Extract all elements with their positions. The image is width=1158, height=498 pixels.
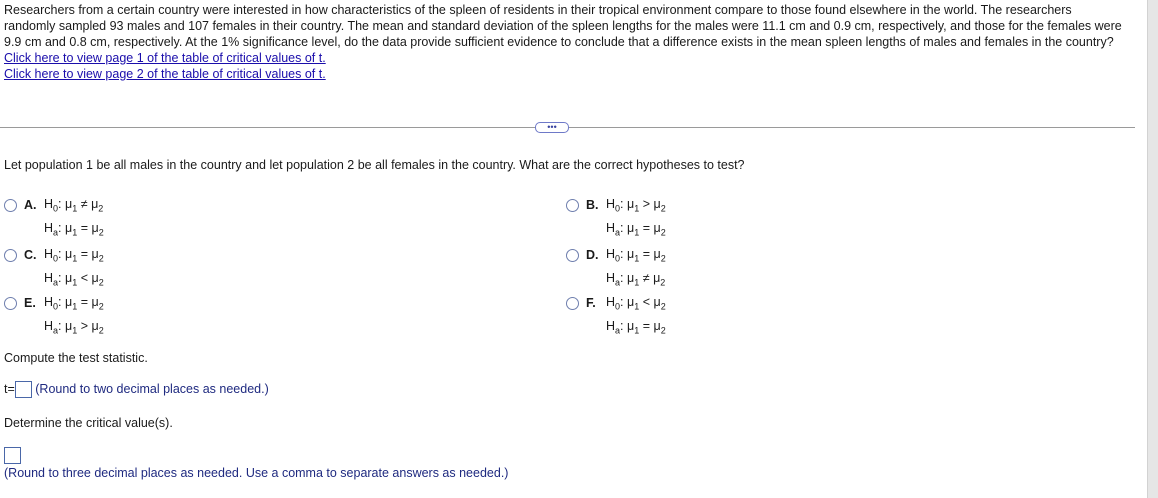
choice-C-letter: C. xyxy=(24,248,37,262)
choice-F-hypotheses xyxy=(606,293,666,340)
choice-E[interactable] xyxy=(4,296,104,340)
t-answer-input[interactable] xyxy=(15,381,32,398)
expand-more-button[interactable]: ••• xyxy=(535,122,569,133)
choice-A-hypotheses xyxy=(44,195,104,242)
choice-F-letter: F. xyxy=(586,296,596,310)
choice-D[interactable] xyxy=(566,248,666,292)
null-hypothesis: $H_0$: $\mu_1 \ne \mu_2$ xyxy=(44,197,104,214)
null-hypothesis: $H_0$: $\mu_1 = \mu_2$ xyxy=(44,295,104,312)
choice-A-letter: A. xyxy=(24,198,37,212)
choice-B-letter: B. xyxy=(586,198,599,212)
null-hypothesis: $H_0$: $\mu_1 > \mu_2$ xyxy=(606,197,666,214)
test-statistic-prompt: Compute the test statistic. xyxy=(4,351,148,365)
vertical-scrollbar[interactable] xyxy=(1147,0,1158,498)
choice-E-radio[interactable] xyxy=(4,297,17,310)
t-rounding-note: (Round to two decimal places as needed.) xyxy=(35,381,269,396)
alternative-hypothesis: $H_a$: $\mu_1 < \mu_2$ xyxy=(44,270,104,287)
critical-value-row xyxy=(4,447,21,464)
choice-E-letter: E. xyxy=(24,296,36,310)
choice-E-hypotheses xyxy=(44,293,104,340)
choice-D-letter: D. xyxy=(586,248,599,262)
alternative-hypothesis: $H_a$: $\mu_1 = \mu_2$ xyxy=(606,220,666,237)
choice-C[interactable] xyxy=(4,248,104,292)
choice-F-radio[interactable] xyxy=(566,297,579,310)
choice-B-radio[interactable] xyxy=(566,199,579,212)
alternative-hypothesis: $H_a$: $\mu_1 = \mu_2$ xyxy=(44,220,104,237)
critical-rounding-note: (Round to three decimal places as needed. Use a comma to separate answers as needed.) xyxy=(4,466,509,480)
null-hypothesis: $H_0$: $\mu_1 = \mu_2$ xyxy=(44,247,104,264)
test-statistic-row xyxy=(4,381,269,398)
choice-B[interactable] xyxy=(566,198,666,242)
choice-C-hypotheses xyxy=(44,245,104,292)
t-label: t= xyxy=(4,381,15,396)
hypotheses-question: Let population 1 be all males in the country and let population 2 be all females in the country. What are the correct hypotheses to test? xyxy=(4,158,745,172)
alternative-hypothesis: $H_a$: $\mu_1 > \mu_2$ xyxy=(44,318,104,335)
choice-D-radio[interactable] xyxy=(566,249,579,262)
problem-text: Researchers from a certain country were interested in how characteristics of the spleen of residents in their tropical environment compare to those found elsewhere in the world. The researchers randomly sampled 93 males and 107 females in their country. The mean and standard deviation of the spleen lengths for the males were 11.1 cm and 0.9 cm, respectively, and those for the females were 9.9 cm and 0.8 cm, respectively. At the 1% significance level, do the data provide sufficient evidence to conclude that a difference exists in the mean spleen lengths of males and females in the country? xyxy=(4,3,1122,49)
choice-C-radio[interactable] xyxy=(4,249,17,262)
choice-A-radio[interactable] xyxy=(4,199,17,212)
alternative-hypothesis: $H_a$: $\mu_1 \ne \mu_2$ xyxy=(606,270,666,287)
problem-statement xyxy=(4,2,1124,82)
null-hypothesis: $H_0$: $\mu_1 < \mu_2$ xyxy=(606,295,666,312)
critical-values-page2-link[interactable]: Click here to view page 2 of the table of critical values of t. xyxy=(4,67,326,81)
choice-D-hypotheses xyxy=(606,245,666,292)
null-hypothesis: $H_0$: $\mu_1 = \mu_2$ xyxy=(606,247,666,264)
choice-F[interactable] xyxy=(566,296,666,340)
choice-A[interactable] xyxy=(4,198,104,242)
choice-B-hypotheses xyxy=(606,195,666,242)
critical-value-input[interactable] xyxy=(4,447,21,464)
critical-values-page1-link[interactable]: Click here to view page 1 of the table of critical values of t. xyxy=(4,51,326,65)
alternative-hypothesis: $H_a$: $\mu_1 = \mu_2$ xyxy=(606,318,666,335)
critical-value-prompt: Determine the critical value(s). xyxy=(4,416,173,430)
